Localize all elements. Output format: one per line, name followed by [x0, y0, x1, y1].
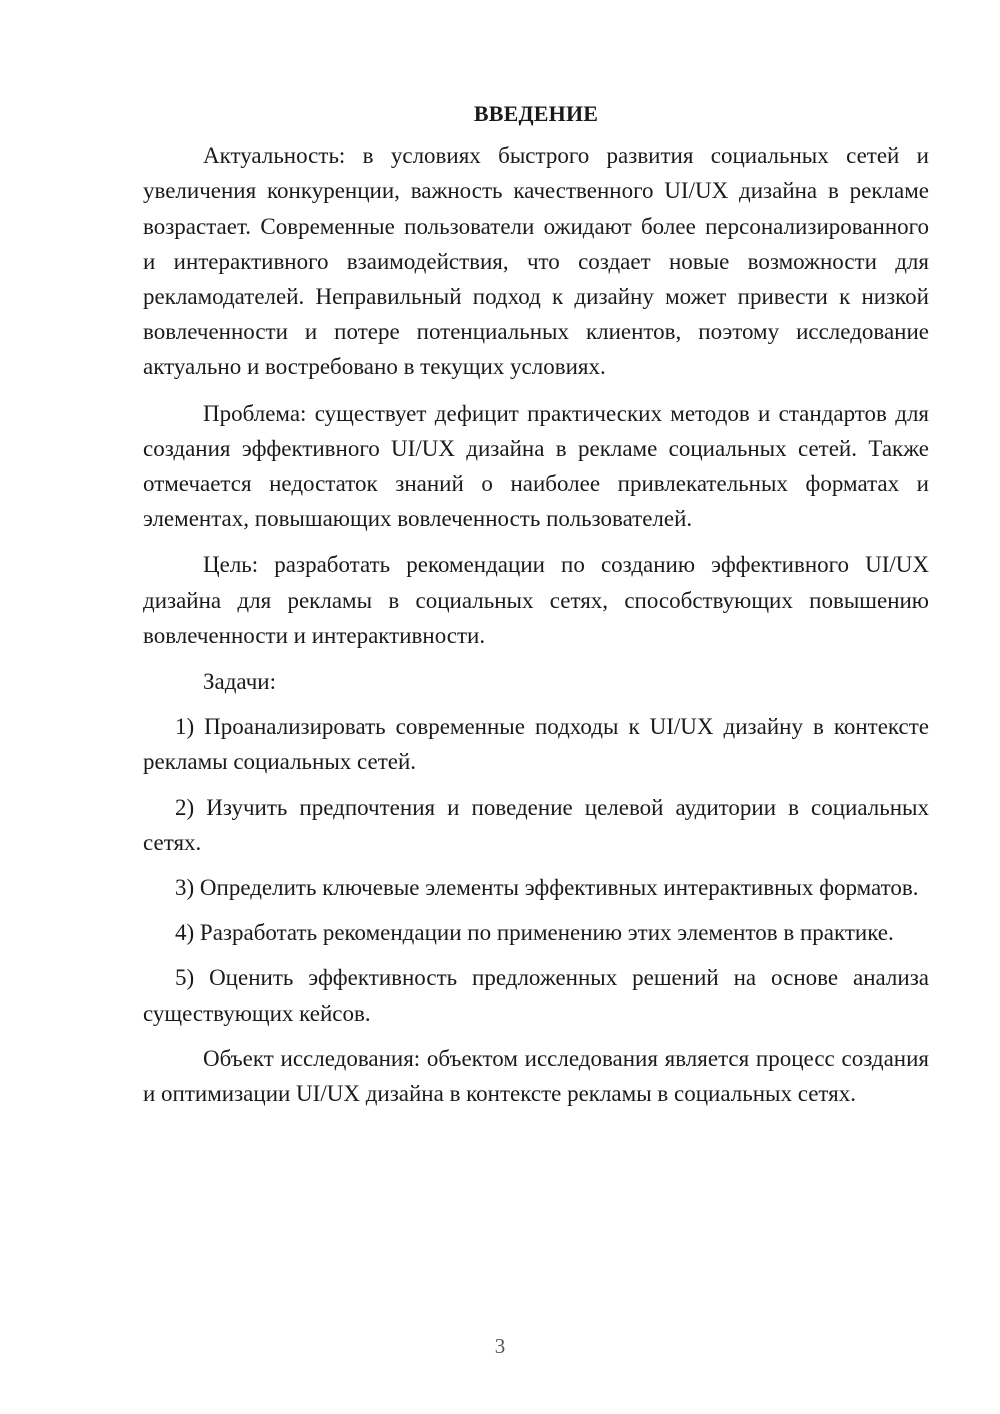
- task-item-5: 5) Оценить эффективность предложенных решений на основе анализа существующих кейсов.: [143, 965, 929, 1026]
- page-number: 3: [494, 1334, 506, 1358]
- paragraph-problem: Проблема: существует дефицит практических методов и стандартов для создания эффективного UI/UX дизайна в рекламе социальных сетей. Также отмечается недостаток знаний о наиболее привлекательных форматах и элементах, повышающих вовлеченность пользователей.: [143, 400, 929, 532]
- section-title: ВВЕДЕНИЕ: [473, 101, 599, 126]
- paragraph-relevance: Актуальность: в условиях быстрого развития социальных сетей и увеличения конкуренции, важность качественного UI/UX дизайна в рекламе возрастает. Современные пользователи ожидают более персонализированного и интерактивного взаимодействия, что создает новые возможности для рекламодателей. Неправильный подход к дизайну может привести к низкой вовлеченности и потере потенциальных клиентов, поэтому исследование актуально и востребовано в текущих условиях.: [143, 143, 929, 380]
- task-item-3: 3) Определить ключевые элементы эффективных интерактивных форматов.: [175, 875, 919, 901]
- tasks-heading: Задачи:: [203, 669, 276, 695]
- paragraph-research-object: Объект исследования: объектом исследования является процесс создания и оптимизации UI/UX дизайна в контексте рекламы в социальных сетях.: [143, 1045, 929, 1107]
- page-content: [143, 96, 929, 1122]
- task-item-2: 2) Изучить предпочтения и поведение целевой аудитории в социальных сетях.: [143, 794, 929, 855]
- paragraph-goal: Цель: разработать рекомендации по созданию эффективного UI/UX дизайна для рекламы в социальных сетях, способствующих повышению вовлеченности и интерактивности.: [143, 552, 929, 648]
- task-item-4: 4) Разработать рекомендации по применению этих элементов в практике.: [175, 920, 894, 946]
- task-item-1: 1) Проанализировать современные подходы к UI/UX дизайну в контексте рекламы социальных сетей.: [143, 714, 929, 775]
